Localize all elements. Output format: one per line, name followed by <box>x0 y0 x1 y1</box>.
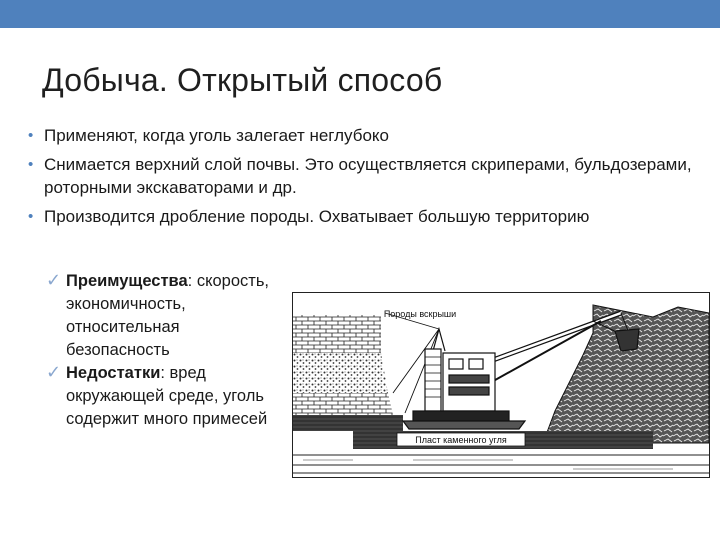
bullet-dot-icon: • <box>28 156 34 173</box>
advantages-item <box>46 270 286 362</box>
advantages-text: : скорость, экономичность, относительная безопасность <box>66 272 270 359</box>
bullet-item <box>24 153 704 199</box>
disadvantages-item <box>46 362 286 431</box>
check-icon: ✓ <box>46 362 62 382</box>
bullet-item <box>24 124 704 147</box>
bullet-dot-icon: • <box>28 208 34 225</box>
disadvantages-label: Недостатки <box>66 364 161 382</box>
excavator-drawing <box>293 293 709 477</box>
disadvantages-text: : вред окружающей среде, уголь содержит много примесей <box>66 364 268 428</box>
bullet-item <box>24 205 704 228</box>
top-accent-bar <box>0 0 720 28</box>
bullet-text: Производится дробление породы. Охватывает большую территорию <box>44 207 590 226</box>
advantages-label: Преимущества <box>66 272 188 290</box>
bullet-dot-icon: • <box>28 127 34 144</box>
bullet-list <box>24 124 704 234</box>
slide-title: Добыча. Открытый способ <box>42 62 443 98</box>
bullet-text: Применяют, когда уголь залегает неглубоко <box>44 126 390 145</box>
overburden-label: Породы вскрыши <box>383 309 457 319</box>
check-icon: ✓ <box>46 270 62 290</box>
bullet-text: Снимается верхний слой почвы. Это осуществляется скриперами, бульдозерами, роторными экскаваторами и др. <box>44 155 692 197</box>
open-pit-mining-illustration <box>292 292 710 478</box>
coal-seam-label: Пласт каменного угля <box>415 435 507 445</box>
pros-cons-list <box>46 270 286 431</box>
